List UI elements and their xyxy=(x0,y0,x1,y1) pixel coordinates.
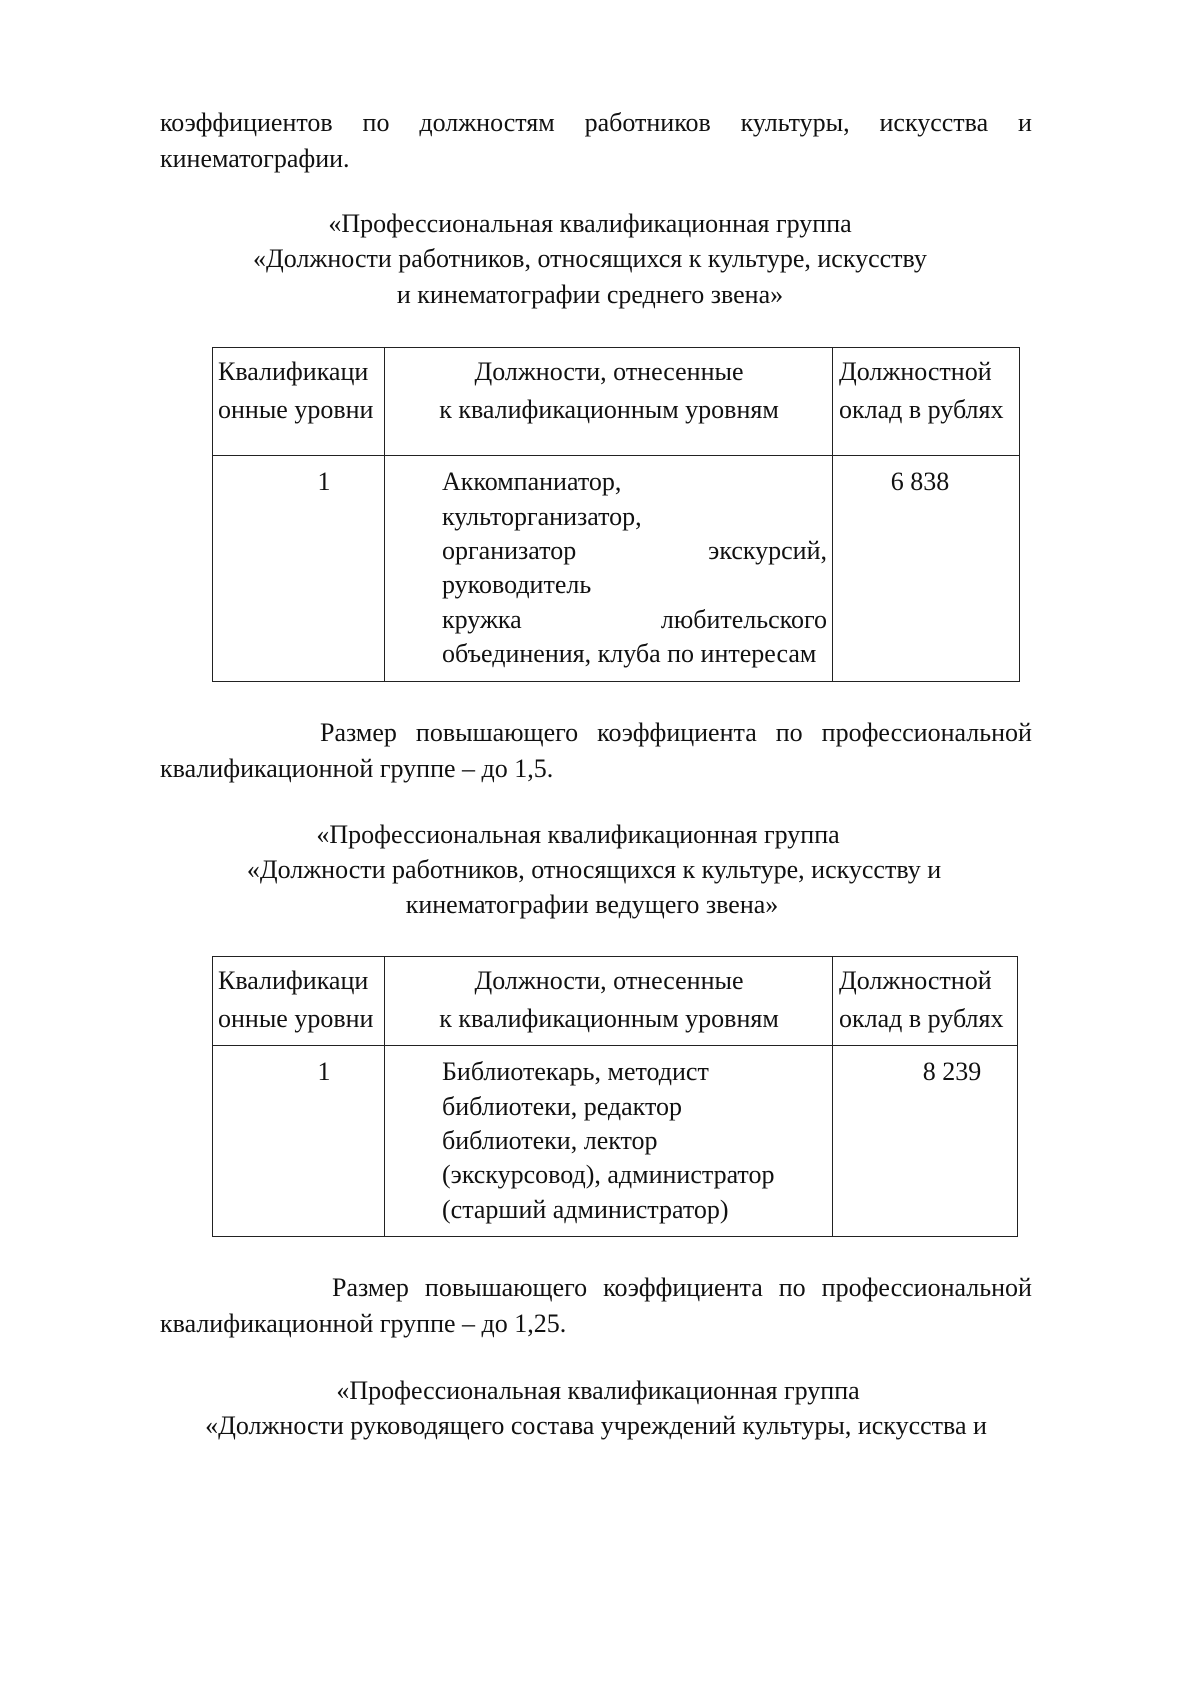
intro-word: по xyxy=(362,108,390,137)
intro-word: культуры, xyxy=(740,108,850,137)
cell-level: 1 xyxy=(317,1057,331,1086)
coef-word: по xyxy=(778,1273,806,1302)
table-column-divider xyxy=(832,347,833,682)
cell-position-line: объединения, клуба по интересам xyxy=(442,639,817,668)
cell-position-word: кружка xyxy=(442,605,522,634)
intro-word: и xyxy=(1018,108,1032,137)
header-level xyxy=(218,962,373,1038)
header-positions xyxy=(386,353,832,429)
intro-word: должностям xyxy=(419,108,555,137)
table-column-divider xyxy=(832,956,833,1237)
coef-word: повышающего xyxy=(424,1273,588,1302)
group2-coef-line-2: квалификационной группе – до 1,25. xyxy=(160,1309,567,1338)
cell-position-word: экскурсий, xyxy=(708,536,827,565)
cell-position-line: культорганизатор, xyxy=(442,502,642,531)
cell-position-line: библиотеки, редактор xyxy=(442,1092,682,1121)
intro-word: искусства xyxy=(879,108,989,137)
intro-line-1 xyxy=(160,104,1032,142)
header-salary-line: оклад в рублях xyxy=(839,395,1004,424)
table-column-divider xyxy=(384,956,385,1237)
cell-salary: 8 239 xyxy=(922,1057,982,1086)
header-positions xyxy=(386,962,832,1038)
header-level-line: онные уровни xyxy=(218,1004,374,1033)
cell-position-line xyxy=(442,601,827,639)
cell-level: 1 xyxy=(317,467,331,496)
group1-coef-line-1 xyxy=(320,714,1032,752)
cell-position-line: Аккомпаниатор, xyxy=(442,467,622,496)
header-positions-line: Должности, отнесенные xyxy=(474,357,744,386)
header-salary-line: Должностной xyxy=(839,966,992,995)
group2-title-line-1: «Профессиональная квалификационная группа xyxy=(316,820,840,849)
header-level-line: Квалификаци xyxy=(218,357,369,386)
cell-position-line: библиотеки, лектор xyxy=(442,1126,658,1155)
coef-word: коэффициента xyxy=(597,718,757,747)
group1-title-line-3: и кинематографии среднего звена» xyxy=(396,280,784,309)
header-salary xyxy=(839,353,1003,429)
header-level xyxy=(218,353,373,429)
header-salary xyxy=(839,962,1003,1038)
cell-position-line: (старший администратор) xyxy=(442,1195,729,1224)
coef-word: профессиональной xyxy=(821,718,1032,747)
coef-word: Размер xyxy=(320,718,397,747)
cell-position-line: Библиотекарь, методист xyxy=(442,1057,709,1086)
intro-word: коэффициентов xyxy=(160,108,333,137)
group3-title-line-2: «Должности руководящего состава учреждений культуры, искусства и xyxy=(205,1411,987,1440)
group2-title-line-3: кинематографии ведущего звена» xyxy=(405,890,779,919)
cell-position-line xyxy=(442,532,827,570)
group1-title-line-2: «Должности работников, относящихся к культуре, искусству xyxy=(253,244,927,273)
cell-position-word: организатор xyxy=(442,536,577,565)
table-column-divider xyxy=(384,347,385,682)
cell-position-word: любительского xyxy=(660,605,827,634)
header-level-line: онные уровни xyxy=(218,395,374,424)
header-salary-line: Должностной xyxy=(839,357,992,386)
table-row-divider xyxy=(212,455,1020,456)
group2-coef-line-1 xyxy=(332,1269,1032,1307)
group2-title-line-2: «Должности работников, относящихся к культуре, искусству и xyxy=(246,855,942,884)
group3-title-line-1: «Профессиональная квалификационная группа xyxy=(336,1376,860,1405)
group1-title-line-1: «Профессиональная квалификационная группа xyxy=(328,209,852,238)
coef-word: по xyxy=(775,718,803,747)
table-row-divider xyxy=(212,1045,1018,1046)
intro-line-2: кинематографии. xyxy=(160,144,350,173)
header-positions-line: Должности, отнесенные xyxy=(474,966,744,995)
group1-coef-line-2: квалификационной группе – до 1,5. xyxy=(160,754,554,783)
cell-position-line: (экскурсовод), администратор xyxy=(442,1160,775,1189)
cell-salary: 6 838 xyxy=(890,467,950,496)
header-positions-line: к квалификационным уровням xyxy=(439,395,779,424)
header-positions-line: к квалификационным уровням xyxy=(439,1004,779,1033)
cell-position-line: руководитель xyxy=(442,570,592,599)
coef-word: повышающего xyxy=(415,718,579,747)
coef-word: Размер xyxy=(332,1273,409,1302)
header-salary-line: оклад в рублях xyxy=(839,1004,1004,1033)
intro-word: работников xyxy=(584,108,711,137)
coef-word: профессиональной xyxy=(821,1273,1032,1302)
header-level-line: Квалификаци xyxy=(218,966,369,995)
coef-word: коэффициента xyxy=(603,1273,763,1302)
